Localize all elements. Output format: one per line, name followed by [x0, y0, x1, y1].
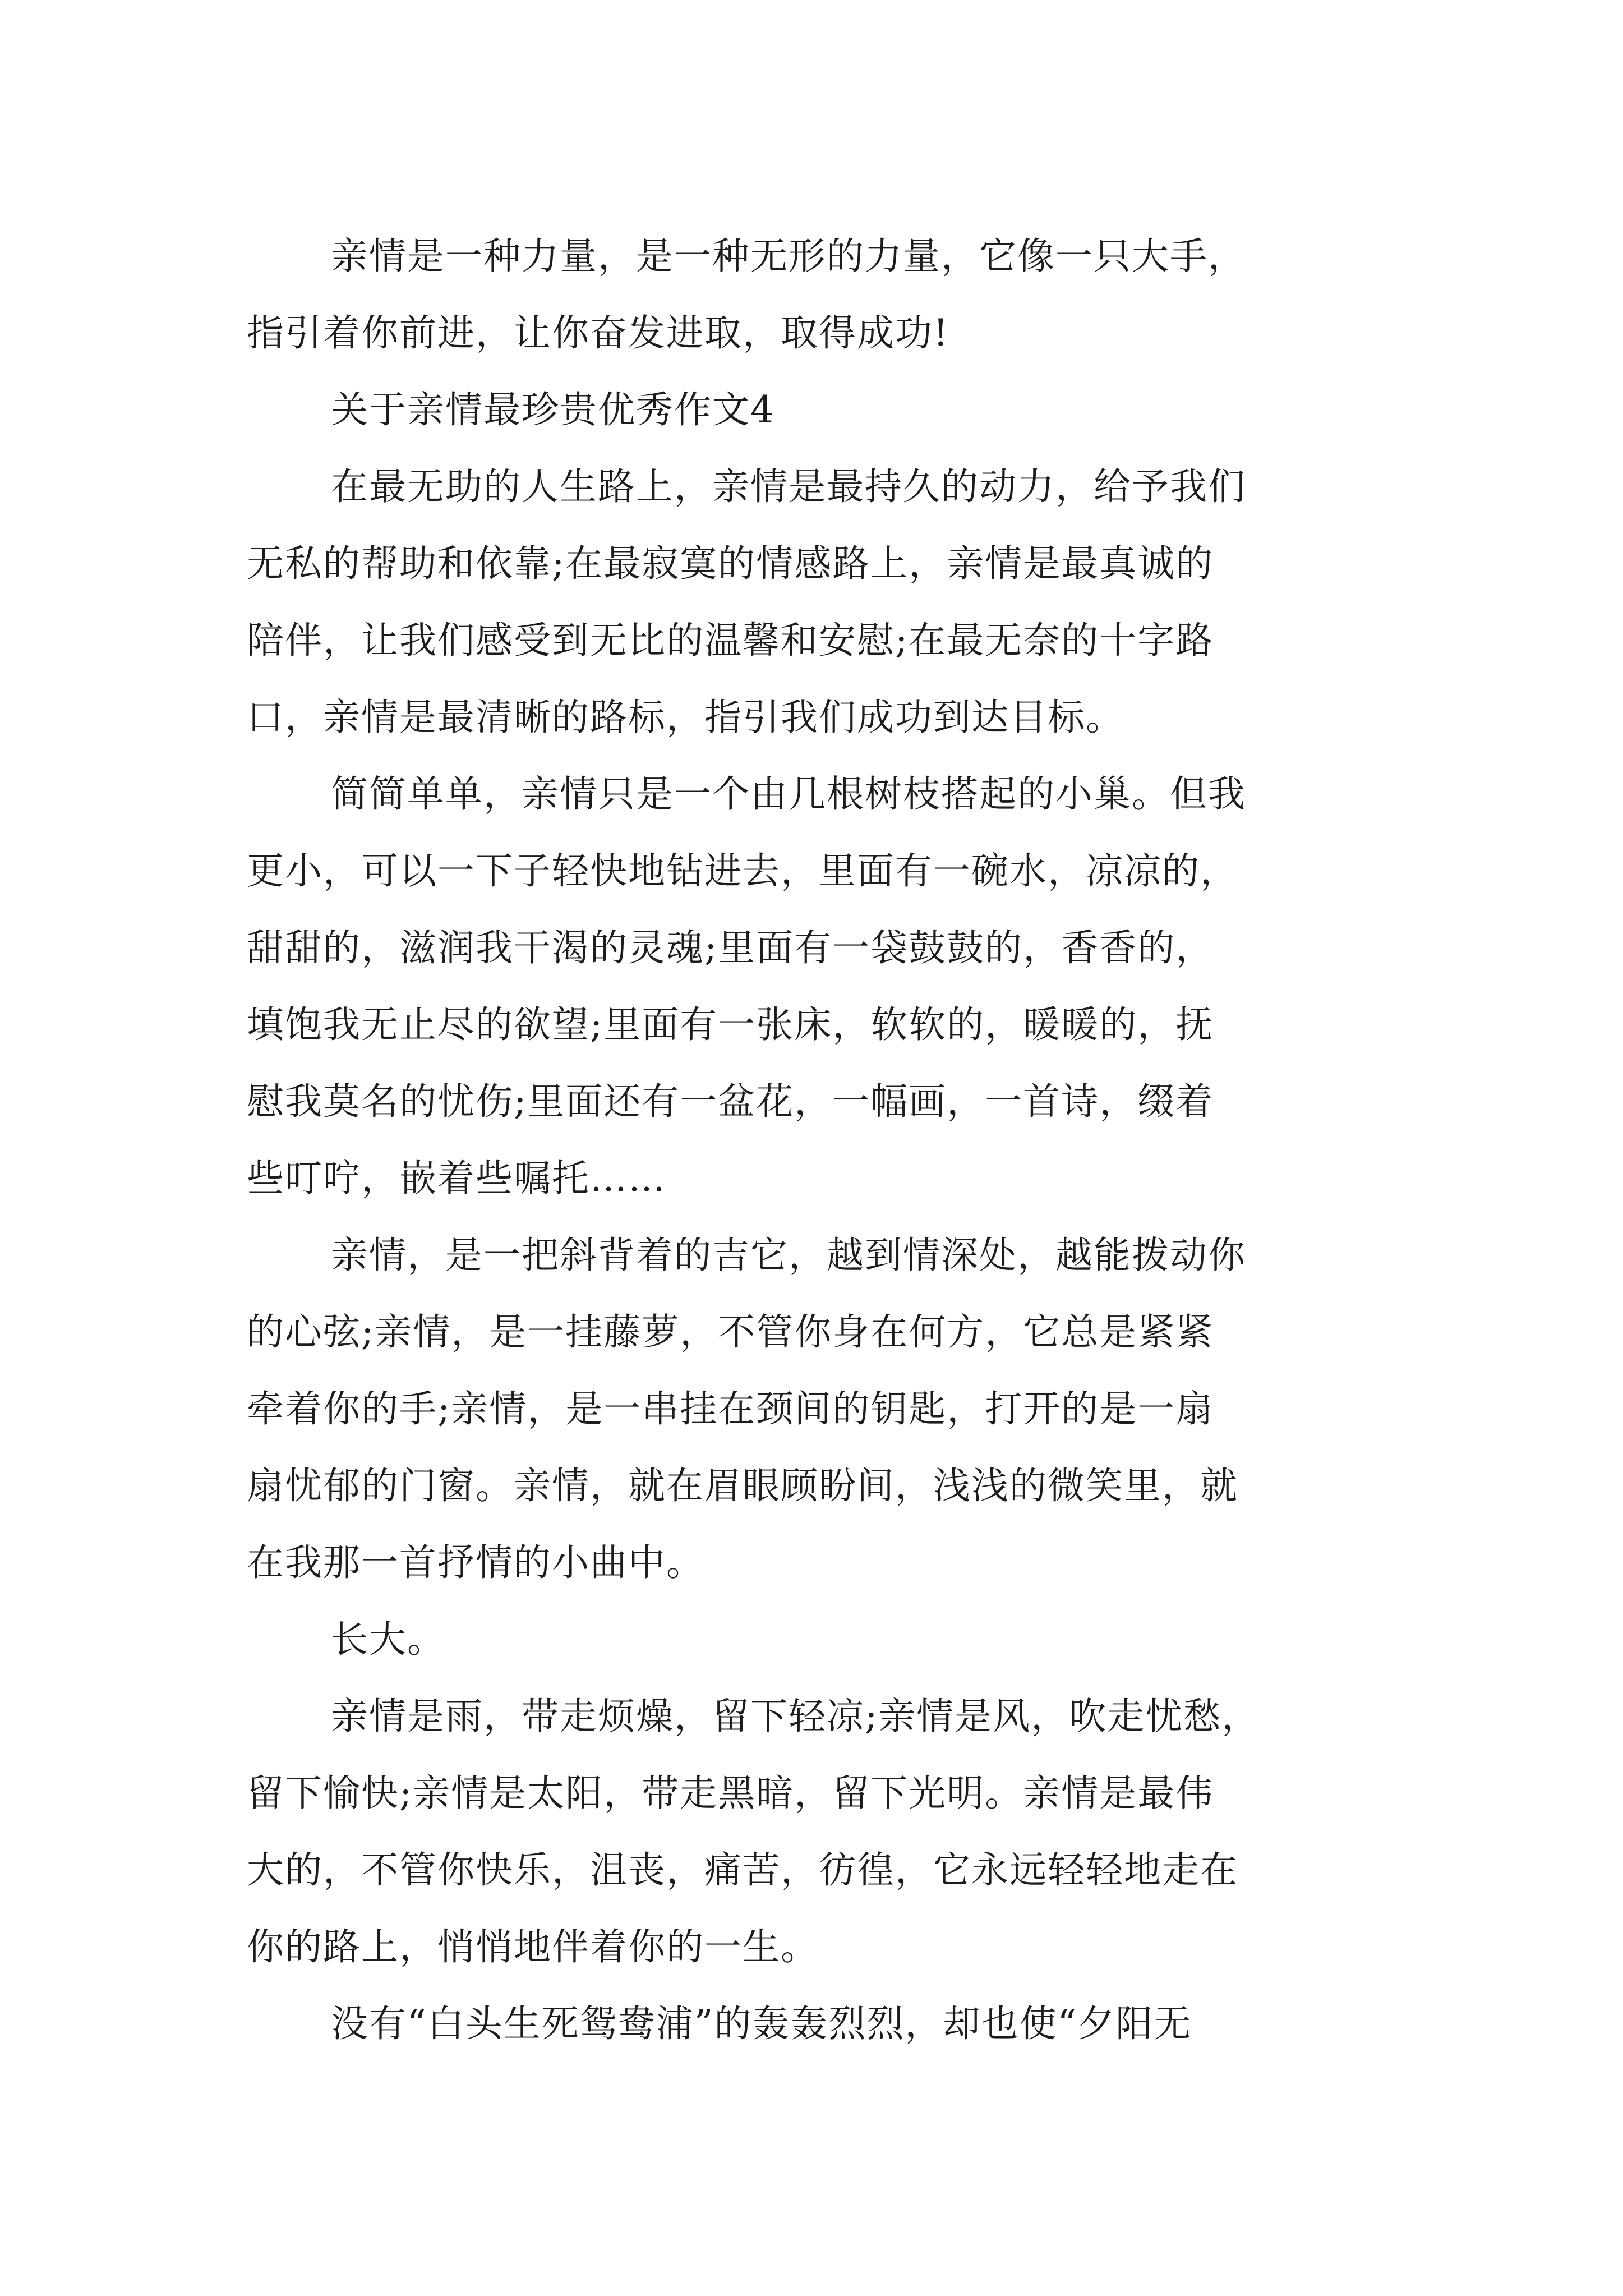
text-line: 亲情是雨，带走烦燥，留下轻凉;亲情是风，吹走忧愁，: [331, 1695, 1260, 1738]
text-line: 亲情，是一把斜背着的吉它，越到情深处，越能拨动你: [331, 1234, 1246, 1277]
text-line: 简简单单，亲情只是一个由几根树枝搭起的小巢。但我: [331, 772, 1246, 816]
text-line: 在我那一首抒情的小曲中。: [247, 1541, 704, 1584]
text-line: 的心弦;亲情，是一挂藤萝，不管你身在何方，它总是紧紧: [247, 1310, 1214, 1354]
section-heading: 关于亲情最珍贵优秀作文4: [331, 388, 775, 431]
text-line: 大的，不管你快乐，沮丧，痛苦，彷徨，它永远轻轻地走在: [247, 1848, 1238, 1892]
text-line: 填饱我无止尽的欲望;里面有一张床，软软的，暖暖的，抚: [247, 1003, 1214, 1046]
text-line: 你的路上，悄悄地伴着你的一生。: [247, 1925, 819, 1968]
text-line: 牵着你的手;亲情，是一串挂在颈间的钥匙，打开的是一扇: [247, 1387, 1214, 1430]
text-line: 甜甜的，滋润我干渴的灵魂;里面有一袋鼓鼓的，香香的，: [247, 926, 1214, 969]
text-line: 口，亲情是最清晰的路标，指引我们成功到达目标。: [247, 696, 1124, 739]
text-line: 长大。: [331, 1618, 445, 1661]
text-line: 扇忧郁的门窗。亲情，就在眉眼顾盼间，浅浅的微笑里，就: [247, 1464, 1238, 1507]
document-body: [247, 218, 1385, 2062]
text-line: 慰我莫名的忧伤;里面还有一盆花，一幅画，一首诗，缀着: [247, 1080, 1214, 1123]
text-line: 亲情是一种力量，是一种无形的力量，它像一只大手，: [331, 234, 1246, 278]
text-line: 更小，可以一下子轻快地钻进去，里面有一碗水，凉凉的，: [247, 849, 1238, 892]
text-line: 陪伴，让我们感受到无比的温馨和安慰;在最无奈的十字路: [247, 619, 1214, 662]
text-line: 无私的帮助和依靠;在最寂寞的情感路上，亲情是最真诚的: [247, 542, 1214, 585]
text-line: 没有“白头生死鸳鸯浦”的轰轰烈烈，却也使“夕阳无: [331, 2002, 1192, 2045]
text-line: 在最无助的人生路上，亲情是最持久的动力，给予我们: [331, 465, 1246, 508]
text-line: 留下愉快;亲情是太阳，带走黑暗，留下光明。亲情是最伟: [247, 1772, 1214, 1815]
text-line: 些叮咛，嵌着些嘱托……: [247, 1157, 666, 1200]
text-line: 指引着你前进，让你奋发进取，取得成功!: [247, 311, 949, 355]
